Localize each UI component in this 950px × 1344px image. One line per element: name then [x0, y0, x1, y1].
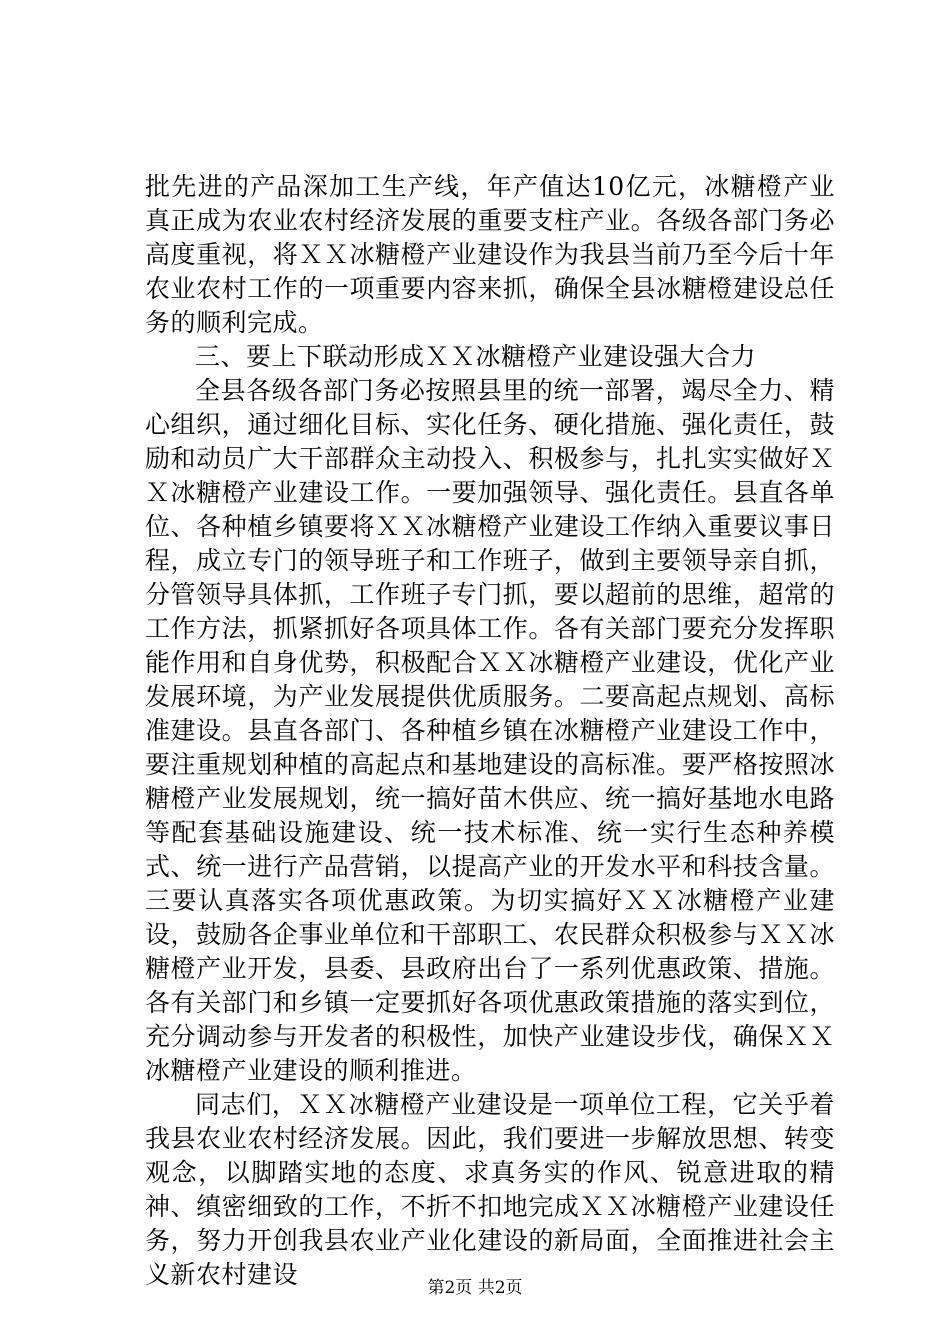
paragraph: 全县各级各部门务必按照县里的统一部署，竭尽全力、精心组织，通过细化目标、实化任务、硬化措施、强化责任，鼓励和动员广大干部群众主动投入、积极参与，扎扎实实做好ＸＸ冰糖橙产业建设工作。一要加强领导、强化责任。县直各单位、各种植乡镇要将ＸＸ冰糖橙产业建设工作纳入重要议事日程，成立专门的领导班子和工作班子，做到主要领导亲自抓，分管领导具体抓，工作班子专门抓，要以超前的思维，超常的工作方法，抓紧抓好各项具体工作。各有关部门要充分发挥职能作用和自身优势，积极配合ＸＸ冰糖橙产业建设，优化产业发展环境，为产业发展提供优质服务。二要高起点规划、高标准建设。县直各部门、各种植乡镇在冰糖橙产业建设工作中，要注重规划种植的高起点和基地建设的高标准。要严格按照冰糖橙产业发展规划，统一搞好苗木供应、统一搞好基地水电路等配套基础设施建设、统一技术标准、统一实行生态种养模式、统一进行产品营销，以提高产业的开发水平和科技含量。三要认真落实各项优惠政策。为切实搞好ＸＸ冰糖橙产业建设，鼓励各企事业单位和干部职工、农民群众积极参与ＸＸ冰糖橙产业开发，县委、县政府出台了一系列优惠政策、措施。各有关部门和乡镇一定要抓好各项优惠政策措施的落实到位，充分调动参与开发者的积极性，加快产业建设步伐，确保ＸＸ冰糖橙产业建设的顺利推进。 [145, 376, 835, 1085]
paragraph-closing: 同志们，ＸＸ冰糖橙产业建设是一项单位工程，它关乎着我县农业农村经济发展。因此，我们要进一步解放思想、转变观念，以脚踏实地的态度、求真务实的作风、锐意进取的精神、缜密细致的工作，不折不扣地完成ＸＸ冰糖橙产业建设任务，努力开创我县农业产业化建设的新局面，全面推进社会主义新农村建设 [145, 1090, 835, 1289]
paragraph-continuation: 批先进的产品深加工生产线，年产值达10亿元，冰糖橙产业真正成为农业农村经济发展的重要支柱产业。各级各部门务必高度重视，将ＸＸ冰糖橙产业建设作为我县当前乃至今后十年农业农村工作的一项重要内容来抓，确保全县冰糖橙建设总任务的顺利完成。 [145, 172, 835, 337]
section-heading: 三、要上下联动形成ＸＸ冰糖橙产业建设强大合力 [195, 342, 757, 371]
page-number-footer: 第2页 共2页 [427, 1278, 523, 1298]
document-body [145, 170, 835, 1292]
